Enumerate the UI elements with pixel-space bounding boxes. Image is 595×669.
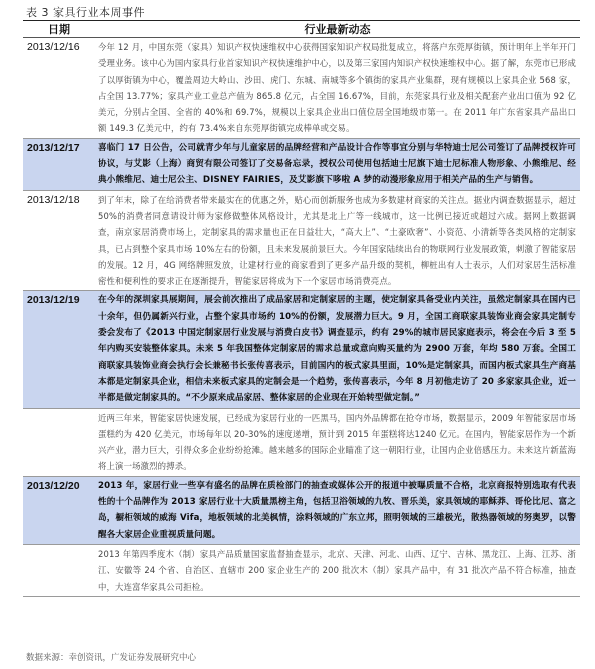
- row-date: 2013/12/18: [23, 190, 95, 291]
- row-date: [23, 408, 95, 476]
- industry-events-table: [23, 20, 580, 597]
- table-row: [23, 38, 580, 139]
- row-text: 喜临门 17 日公告，公司就青少年与儿童家居的品牌经营和产品设计合作等事宜分别与华特迪士尼公司签订了品牌授权许可协议，与艾影（上海）商贸有限公司签订了交易备忘录，授权公司使用包括迪士尼旗下迪士尼标准人物形象、小熊维尼、经典小熊维尼、迪士尼公主、DISNEY FAIRIES，及艾影旗下哆啦 A 梦的动漫形象应用于相关产品的生产与销售。: [95, 138, 580, 190]
- data-source-note: 数据来源：幸创资讯，广发证券发展研究中心: [26, 653, 197, 663]
- row-text: 2013 年第四季度木（制）家具产品质量国家监督抽查显示，北京、天津、河北、山西、辽宁、吉林、黑龙江、上海、江苏、浙江、安徽等 24 个省、自治区、直辖市 200 家企业生产的 200 批次木（制）家具产品中，有 31 批次产品不符合标准，抽查中，大连富华家具公司拒检。: [95, 544, 580, 596]
- row-date: 2013/12/16: [23, 38, 95, 139]
- table-row: [23, 544, 580, 596]
- row-text: 近两三年来，智能家居快速发展，已经成为家居行业的一匹黑马，国内外品牌都在抢夺市场，数据显示，2009 年智能家居市场蛋糕约为 420 亿美元，市场每年以 20-30%的速度递增，预计到 2015 年蛋糕将达1240 亿元。在国内，智能家居作为一个新兴产业，潜力巨大，引得众多企业纷纷抢滩。越来越多的国际企业瞄准了这一朝阳行业，让国内企业倍感压力。未来这片新蓝海将上演一场激烈的搏杀。: [95, 408, 580, 476]
- table-caption: 表 3 家具行业本周事件: [26, 6, 145, 19]
- row-text: 在今年的深圳家具展期间，展会前次推出了成品家居和定制家居的主题，使定制家具备受业内关注，虽然定制家具在国内已十余年，但仍属新兴行业，占整个家具市场约 10%的份额，发展潜力巨大。9 月，全国工商联家具装饰业商会家具定制专委会发布了《2013 中国定制家居行业发展与消费白皮书》调查显示，约有 29%的城市居民家庭表示，将会在今后 3 至 5 年内购买安装整体家具。未来 5 年我国整体定制家居的需求总量或意向购买量约为 2900 万套，年均 580 万套。全国工商联家具装饰业商会执行会长兼秘书长张传喜表示，目前国内的板式家具里面，10%是定制家具，而国内板式家具生产商基本都是定制家具企业，相信未来板式家具的定制会是一个趋势，张传喜表示，今年 8 月初他走访了 20 多家家具企业，近一半都是做定制家具的。“不少原来成品家居、整体家居的企业现在开始转型做定制。”: [95, 291, 580, 408]
- header-date: 日期: [23, 21, 95, 38]
- table-row-highlight: [23, 291, 580, 408]
- header-news: 行业最新动态: [95, 21, 580, 38]
- row-date: [23, 544, 95, 596]
- row-text: 2013 年，家居行业一些享有盛名的品牌在质检部门的抽查或媒体公开的报道中被曝质量不合格，北京商报特别选取有代表性的十个品牌作为 2013 家居行业十大质量黑榜主角，包括卫浴领域的九牧、晋乐美，家具领域的耶稣莽、哥伦比尼、富之岛，橱柜领域的威海 Vifa，地板领域的北美枫情，涂料领域的广东立邦，照明领域的三雄极光，散热器领域的努奥罗，以警醒各大家居企业重视质量问题。: [95, 476, 580, 544]
- table-row: [23, 190, 580, 291]
- row-text: 到了年末，除了在给消费者带来最实在的优惠之外，贴心而创新服务也成为多数建材商家的关注点。据业内调查数据显示，超过 50%的消费者同意请设计师为家修做整体风格设计，尤其是北上广等一线城市，这一比例已接近或超过六成。据网上数据调查，南京家居消费市场上，定制家具的需求量也正在日益壮大，“高大上”、“土豪欧奢”、小资范、小清新等各类风格的定制家具，已占到整个家具市场 10%左右的份额，且未来发展前景巨大。今年国家陆续出台的物联网行业发展政策，刺激了智能家居的发展。12 月，4G 网络牌照发放，让建材行业的商家看到了更多产品升级的契机，柳桩出有人士表示，人们对家居生活标准密性和便利性的要求正在逐渐提升，智能家居将成为下一个家居市场消费亮点。: [95, 190, 580, 291]
- row-date: 2013/12/17: [23, 138, 95, 190]
- table-row-highlight: [23, 476, 580, 544]
- table-row-highlight: [23, 138, 580, 190]
- row-date: 2013/12/20: [23, 476, 95, 544]
- table-row: [23, 408, 580, 476]
- table-header-row: [23, 21, 580, 38]
- row-text: 今年 12 月，中国东莞（家具）知识产权快速维权中心获得国家知识产权局批复成立，将落户东莞厚街镇，预计明年上半年开门受理业务。该中心为国内家具行业首家知识产权快速维护中心，以及第三家国内知识产权快速维权中心。据了解，东莞市已形成了以厚街镇为中心，覆盖周边大岭山、沙田、虎门、东城、南城等多个镇街的家具产业集群，现有规模以上家具企业 568 家，占全国 13.77%；家具产业工业总产值为 865.8 亿元，占全国 16.67%，目前，东莞家具行业及相关配套产业出口值为 92 亿美元，分别占全国、全省的 40%和 69.7%，规模以上家具企业出口值位居全国地级市第一。在 2011 年广东省家具产品出口额 149.3 亿美元中，约有 73.4%来自东莞厚街镇完成棒单或交易。: [95, 38, 580, 139]
- row-date: 2013/12/19: [23, 291, 95, 408]
